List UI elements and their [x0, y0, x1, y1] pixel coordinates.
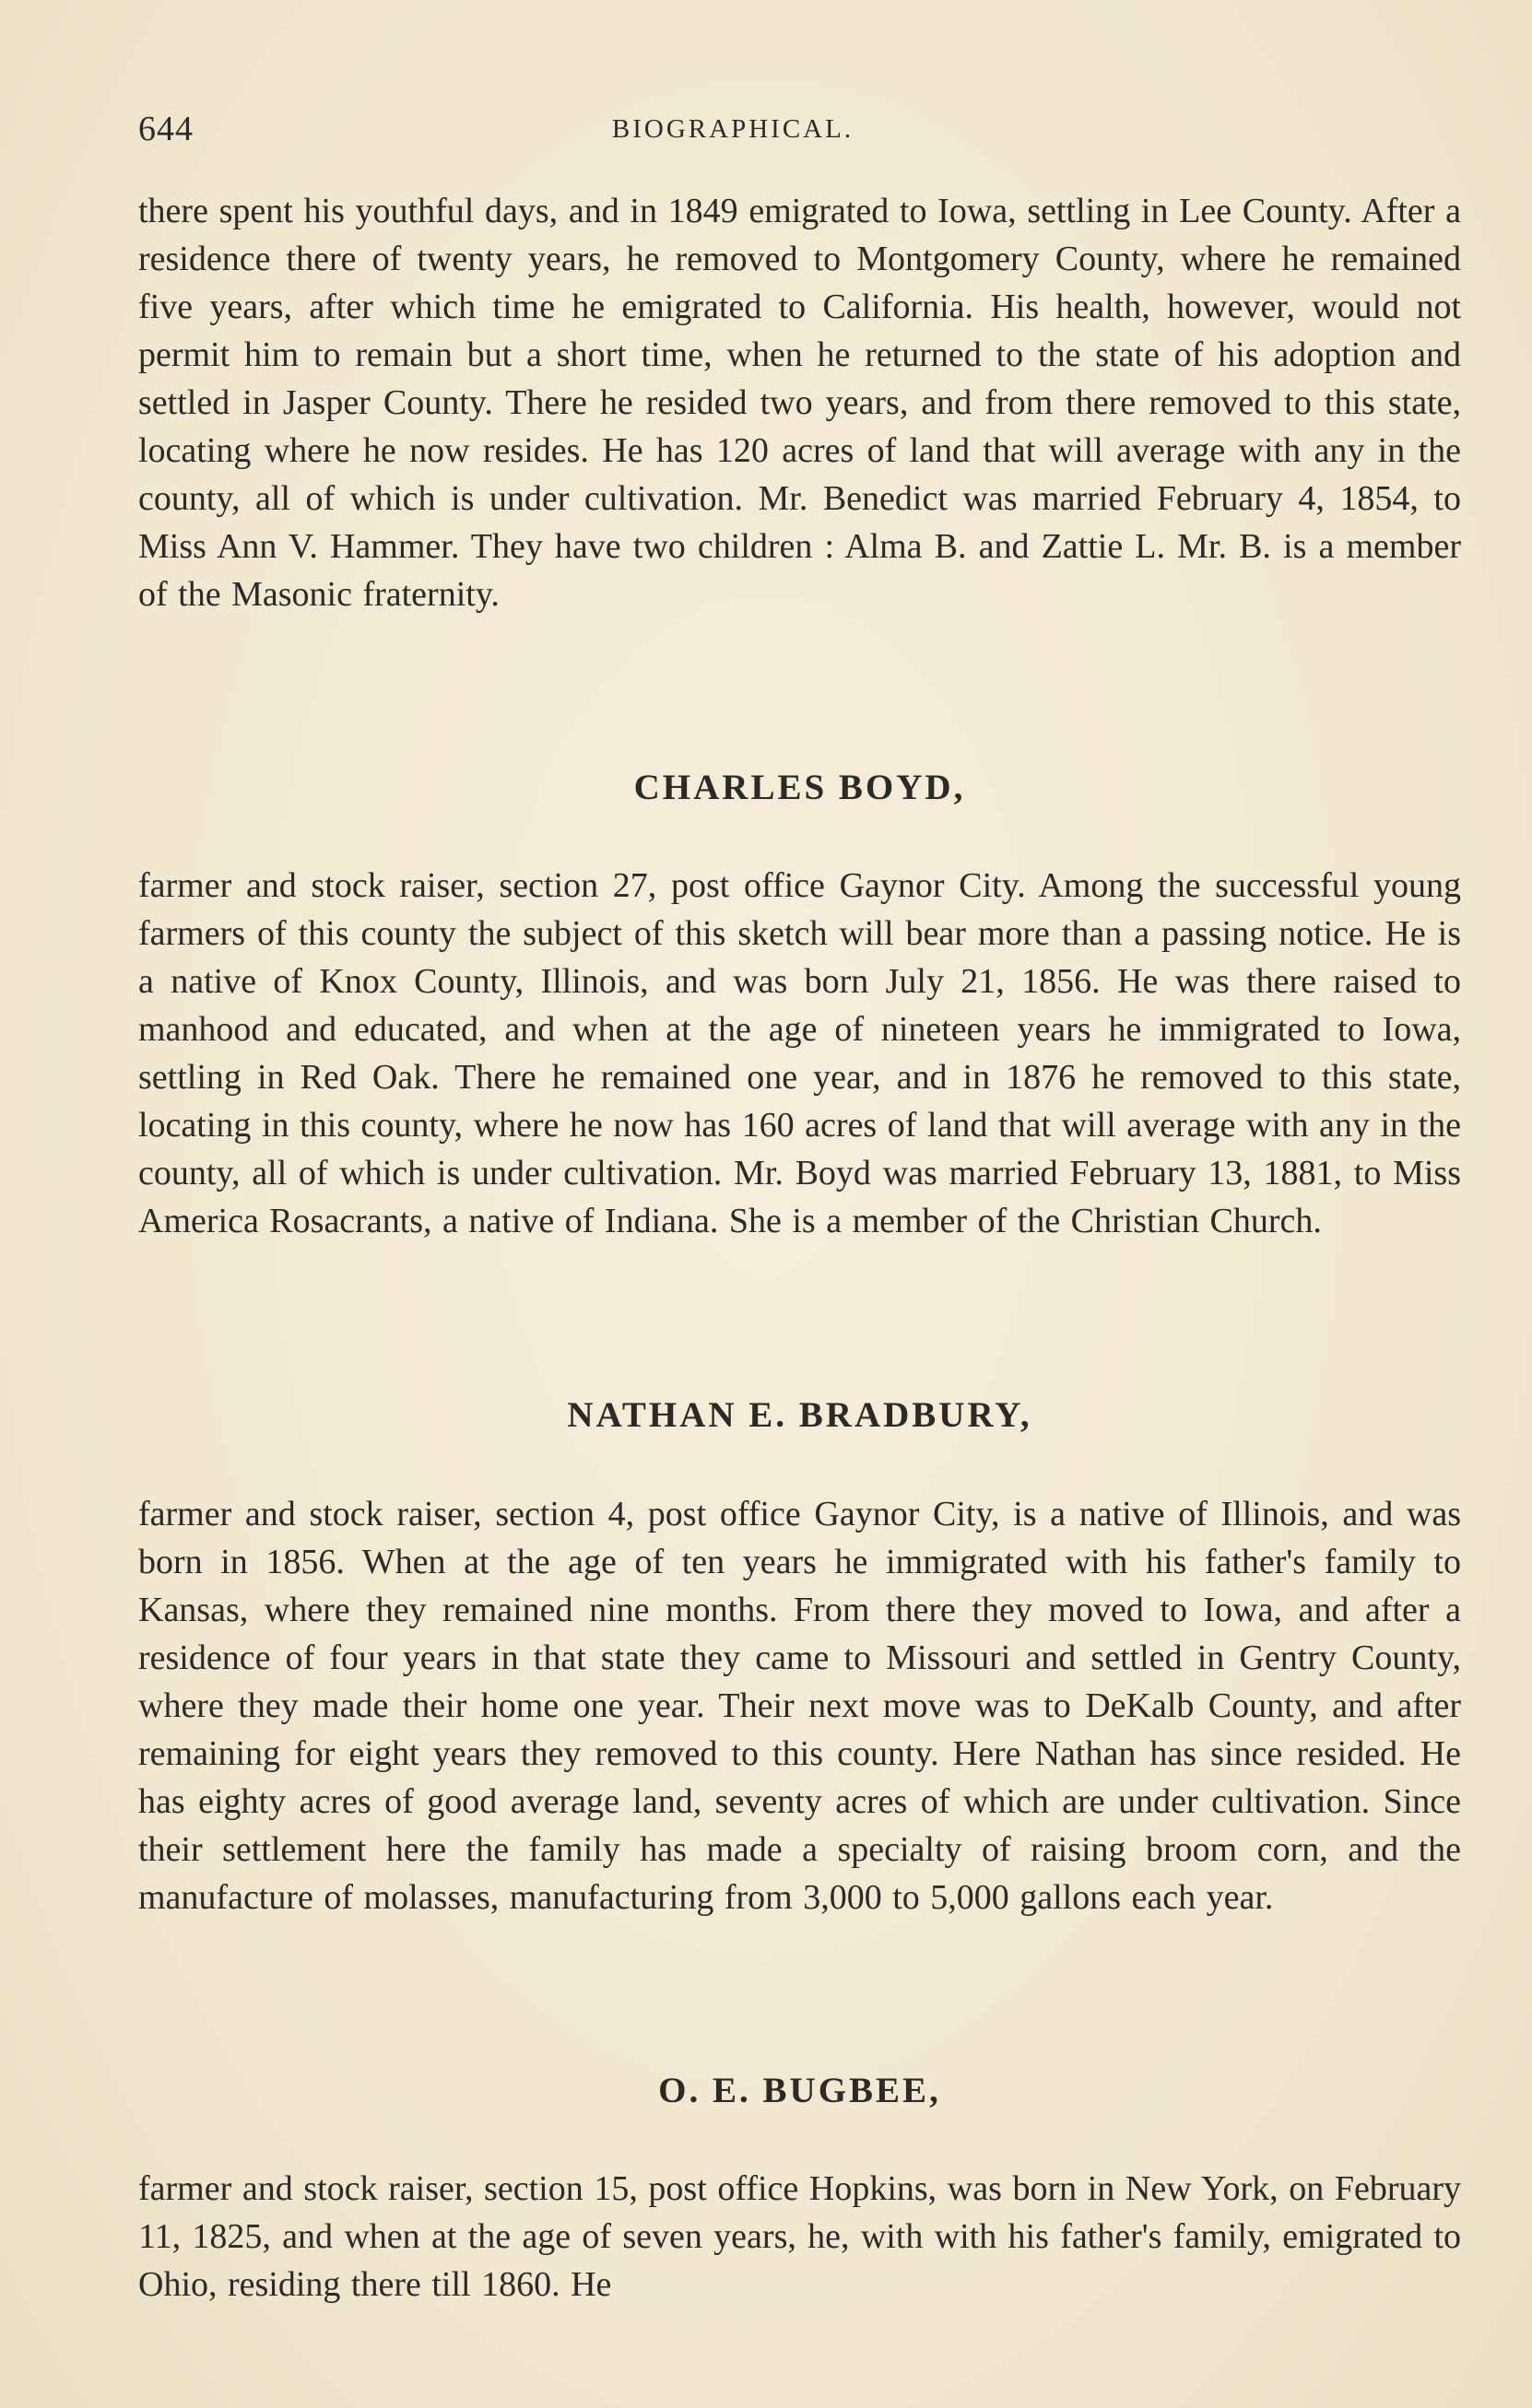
running-head	[138, 109, 1458, 155]
paragraph-benedict-continued: there spent his youthful days, and in 1849 emigrated to Iowa, settling in Lee County. After a residence there of twenty years, he removed to Montgomery County, where he remained five years, after which time he emigrated to California. His health, however, would not permit him to remain but a short time, when he returned to the state of his adoption and settled in Jasper County. There he resided two years, and from there removed to this state, locating where he now resides. He has 120 acres of land that will average with any in the county, all of which is under cultivation. Mr. Benedict was married February 4, 1854, to Miss Ann V. Hammer. They have two children : Alma B. and Zattie L. Mr. B. is a member of the Masonic fraternity.	[138, 192, 1461, 614]
paragraph-charles-boyd: farmer and stock raiser, section 27, post office Gaynor City. Among the successful young farmers of this county the subject of this sketch will bear more than a passing notice. He is a native of Knox County, Illinois, and was born July 21, 1856. He was there raised to manhood and educated, and when at the age of nineteen years he immigrated to Iowa, settling in Red Oak. There he remained one year, and in 1876 he removed to this state, locating in this county, where he now has 160 acres of land that will average with any in the county, all of which is under cultivation. Mr. Boyd was married February 13, 1881, to Miss America Rosacrants, a native of Indiana. She is a member of the Christian Church.	[138, 866, 1461, 1240]
header-title: BIOGRAPHICAL.	[611, 114, 854, 144]
paragraph-oe-bugbee: farmer and stock raiser, section 15, post office Hopkins, was born in New York, on February 11, 1825, and when at the age of seven years, he, with with his father's family, emigrated to Ohio, residing there till 1860. He	[138, 2169, 1461, 2304]
heading-oe-bugbee: O. E. BUGBEE,	[658, 2071, 941, 2110]
heading-charles-boyd: CHARLES BOYD,	[633, 768, 966, 807]
heading-nathan-bradbury: NATHAN E. BRADBURY,	[567, 1395, 1032, 1435]
page-number: 644	[138, 110, 194, 148]
paragraph-nathan-bradbury: farmer and stock raiser, section 4, post office Gaynor City, is a native of Illinois, and was born in 1856. When at the age of ten years he immigrated with his father's family to Kansas, where they remained nine months. From there they moved to Iowa, and after a residence of four years in that state they came to Missouri and settled in Gentry County, where they made their home one year. Their next move was to DeKalb County, and after remaining for eight years they removed to this county. Here Nathan has since resided. He has eighty acres of good average land, seventy acres of which are under cultivation. Since their settlement here the family has made a specialty of raising broom corn, and the manufacture of molasses, manufacturing from 3,000 to 5,000 gallons each year.	[138, 1495, 1461, 1917]
